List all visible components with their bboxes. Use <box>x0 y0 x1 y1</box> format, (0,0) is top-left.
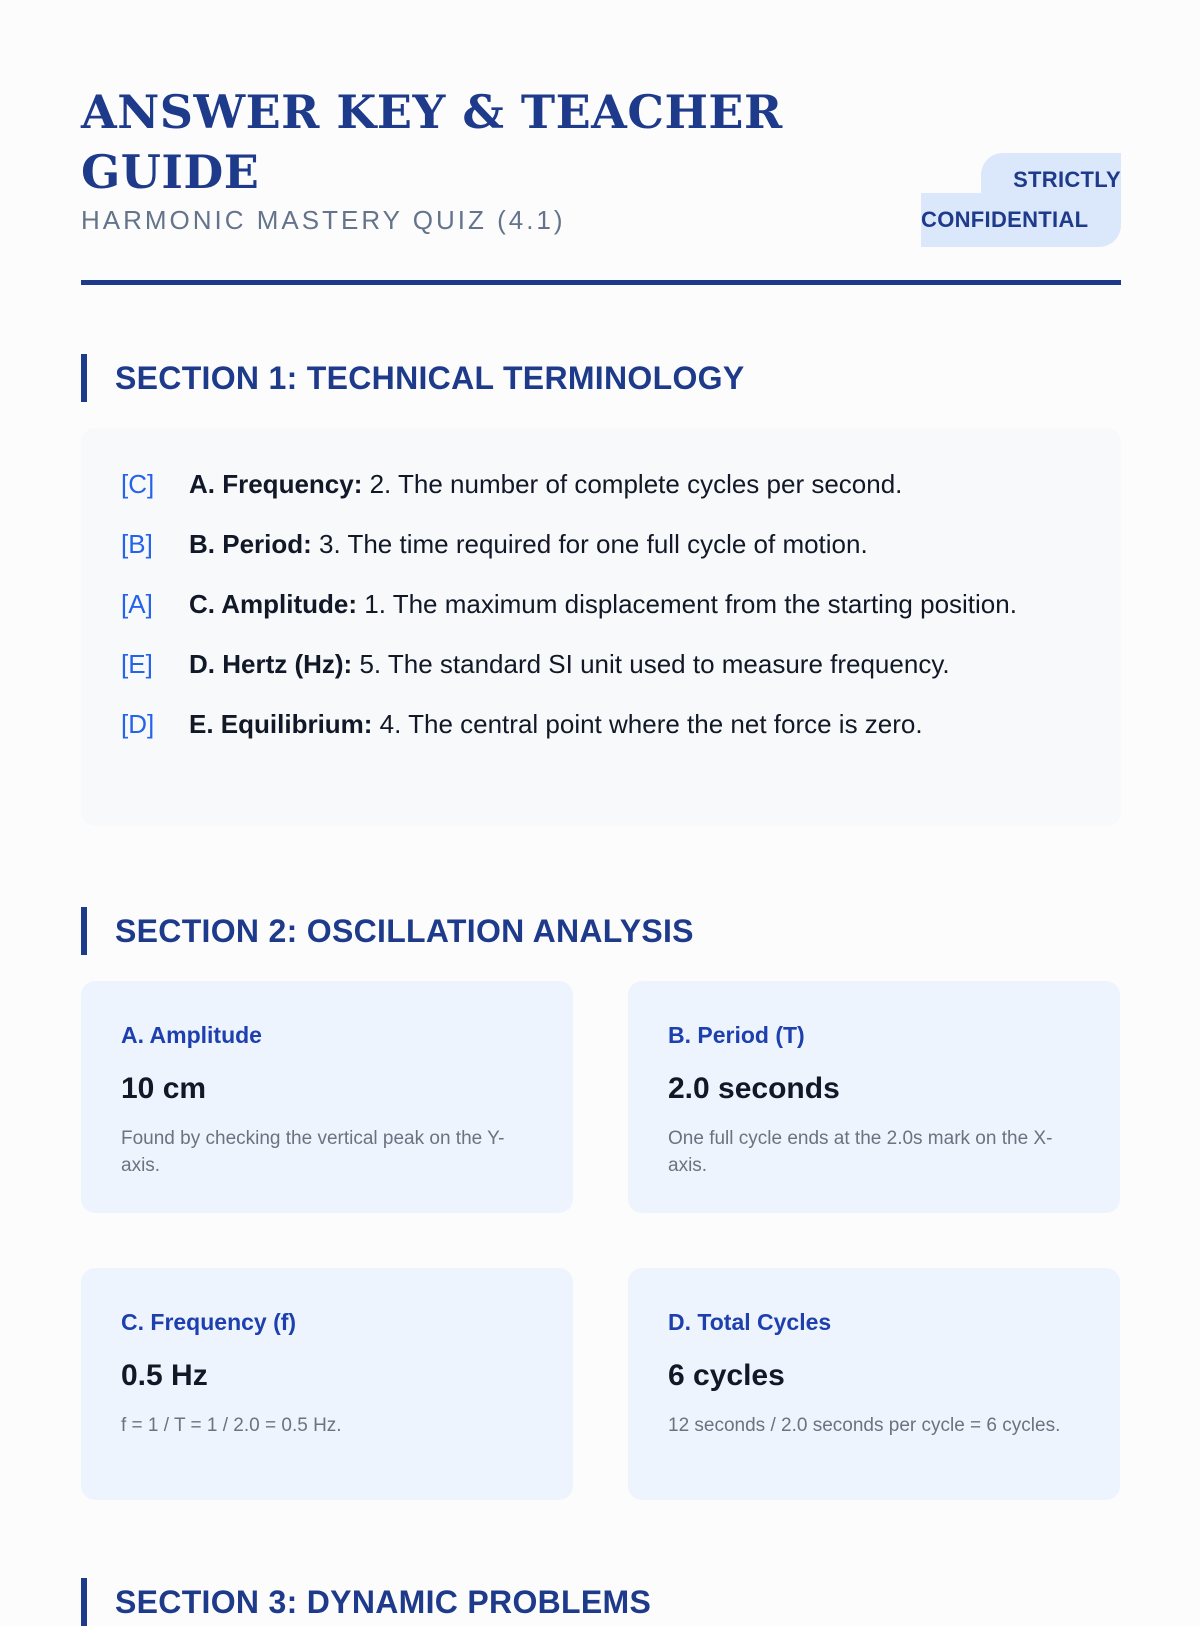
term-name: D. Hertz (Hz): <box>189 649 353 679</box>
term-name: B. Period: <box>189 529 312 559</box>
answer-key-letter: [E] <box>121 649 153 679</box>
section-2-title: SECTION 2: OSCILLATION ANALYSIS <box>81 907 694 955</box>
terminology-answer-list <box>81 428 1121 826</box>
term-row <box>121 524 1081 564</box>
card-label: D. Total Cycles <box>668 1309 832 1335</box>
term-entry <box>189 584 1081 624</box>
answer-key-letter: [A] <box>121 589 153 619</box>
analysis-card-total-cycles <box>628 1268 1120 1500</box>
card-note: One full cycle ends at the 2.0s mark on the X-axis. <box>668 1128 1053 1176</box>
analysis-card-period <box>628 981 1120 1213</box>
card-label: A. Amplitude <box>121 1022 262 1048</box>
term-definition: 2. The number of complete cycles per second. <box>362 469 903 499</box>
answer-key-letter: [D] <box>121 709 155 739</box>
document-header <box>81 0 1121 290</box>
badge-line-1: STRICTLY <box>1013 167 1121 192</box>
analysis-card-amplitude <box>81 981 573 1213</box>
section-3-title: SECTION 3: DYNAMIC PROBLEMS <box>81 1578 651 1626</box>
term-entry <box>189 464 1081 504</box>
term-definition: 3. The time required for one full cycle of motion. <box>311 529 868 559</box>
term-definition: 1. The maximum displacement from the starting position. <box>357 589 1017 619</box>
confidential-badge <box>921 153 1121 247</box>
badge-line-2: CONFIDENTIAL <box>921 207 1089 232</box>
analysis-card-frequency <box>81 1268 573 1500</box>
card-label: C. Frequency (f) <box>121 1309 297 1335</box>
term-name: A. Frequency: <box>189 469 363 499</box>
term-name: C. Amplitude: <box>189 589 358 619</box>
card-value: 6 cycles <box>668 1359 785 1392</box>
card-note: 12 seconds / 2.0 seconds per cycle = 6 cycles. <box>668 1415 1061 1436</box>
card-note: Found by checking the vertical peak on the Y-axis. <box>121 1128 505 1176</box>
answer-key-letter: [C] <box>121 469 155 499</box>
term-definition: 5. The standard SI unit used to measure frequency. <box>352 649 950 679</box>
term-entry <box>189 704 1081 744</box>
card-label: B. Period (T) <box>668 1022 805 1048</box>
term-definition: 4. The central point where the net force is zero. <box>372 709 923 739</box>
document-title: ANSWER KEY & TEACHER GUIDE <box>81 85 783 199</box>
document-subtitle: HARMONIC MASTERY QUIZ (4.1) <box>81 205 566 235</box>
card-value: 2.0 seconds <box>668 1072 840 1105</box>
section-1-title: SECTION 1: TECHNICAL TERMINOLOGY <box>81 354 744 402</box>
answer-key-page <box>81 0 1121 1620</box>
term-row <box>121 704 1081 744</box>
card-value: 0.5 Hz <box>121 1359 208 1392</box>
term-row <box>121 644 1081 684</box>
header-divider <box>81 280 1121 285</box>
answer-key-letter: [B] <box>121 529 153 559</box>
term-row <box>121 464 1081 504</box>
term-row <box>121 584 1081 624</box>
term-entry <box>189 524 1081 564</box>
card-note: f = 1 / T = 1 / 2.0 = 0.5 Hz. <box>121 1415 342 1436</box>
term-name: E. Equilibrium: <box>189 709 373 739</box>
term-entry <box>189 644 1081 684</box>
card-value: 10 cm <box>121 1072 207 1105</box>
